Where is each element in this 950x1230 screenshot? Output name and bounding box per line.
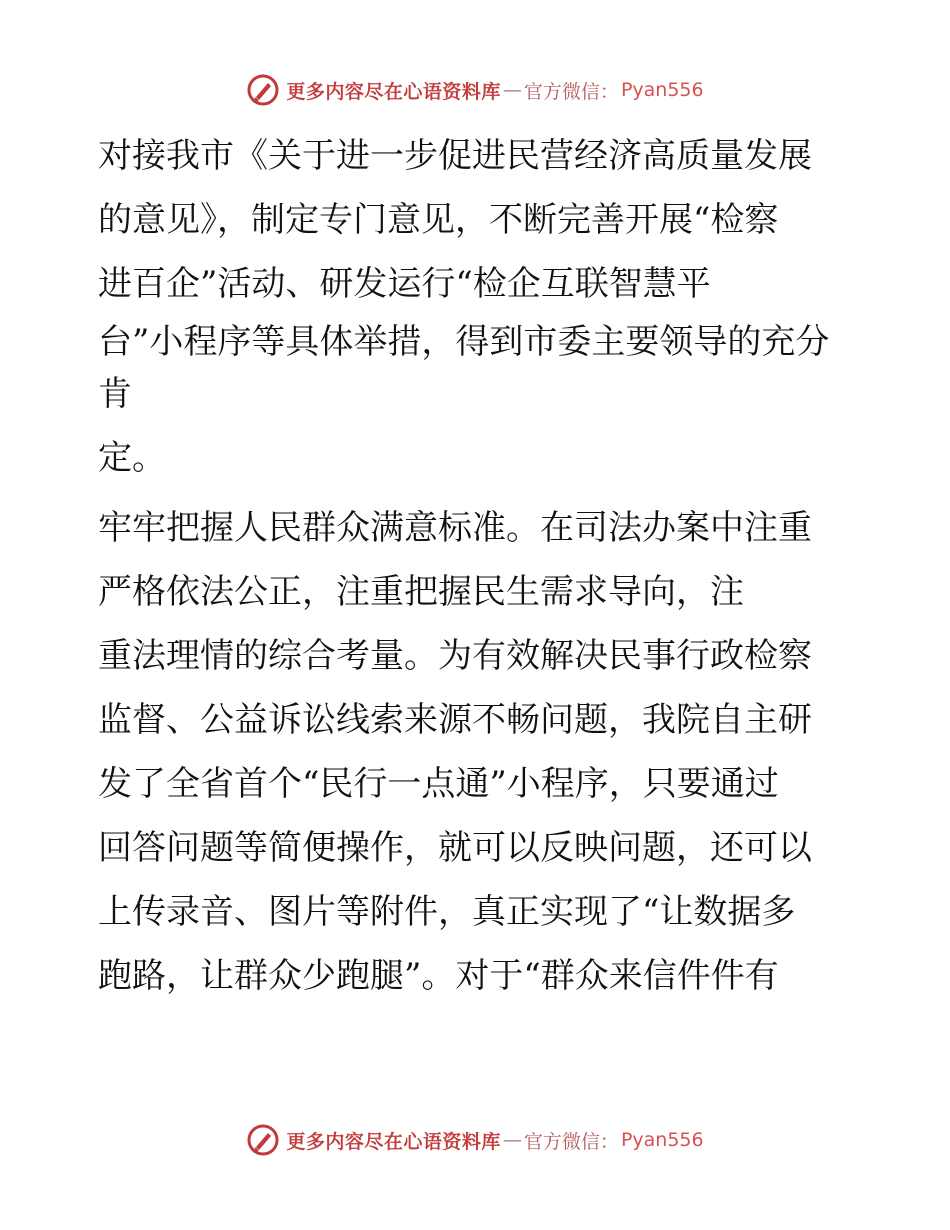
body-line: 发了全省首个“民行一点通”小程序，只要通过 [98, 764, 779, 804]
footer-watermark [0, 1120, 950, 1160]
watermark-wechat-id: Pyan556 [620, 79, 704, 101]
pen-logo-icon [246, 1123, 280, 1157]
body-line: 定。 [98, 438, 166, 478]
watermark-separator: — [502, 79, 522, 101]
document-body [98, 124, 858, 1008]
body-line: 的意见》，制定专门意见，不断完善开展“检察 [98, 200, 779, 240]
body-line: 对接我市《关于进一步促进民营经济高质量发展 [98, 136, 812, 176]
body-line: 上传录音、图片等附件，真正实现了“让数据多 [98, 892, 796, 932]
body-line: 台”小程序等具体举措，得到市委主要领导的充分 [98, 322, 830, 362]
watermark-separator: — [502, 1129, 522, 1151]
watermark-wechat-id: Pyan556 [620, 1129, 704, 1151]
body-line: 跑路，让群众少跑腿”。对于“群众来信件件有 [98, 956, 779, 996]
watermark-brand: 更多内容尽在心语资料库 [286, 1130, 501, 1153]
body-line: 牢牢把握人民群众满意标准。在司法办案中注重 [98, 508, 812, 548]
body-line: 监督、公益诉讼线索来源不畅问题，我院自主研 [98, 700, 812, 740]
body-line: 回答问题等简便操作，就可以反映问题，还可以 [98, 828, 812, 868]
watermark-brand: 更多内容尽在心语资料库 [286, 80, 501, 103]
body-line: 进百企”活动、研发运行“检企互联智慧平 [98, 264, 711, 304]
pen-logo-icon [246, 73, 280, 107]
body-line: 重法理情的综合考量。为有效解决民事行政检察 [98, 636, 812, 676]
watermark-label: 官方微信： [523, 1130, 619, 1153]
header-watermark [0, 70, 950, 110]
body-line: 严格依法公正，注重把握民生需求导向，注 [98, 572, 744, 612]
body-line: 肯 [98, 374, 132, 414]
watermark-label: 官方微信： [523, 80, 619, 103]
